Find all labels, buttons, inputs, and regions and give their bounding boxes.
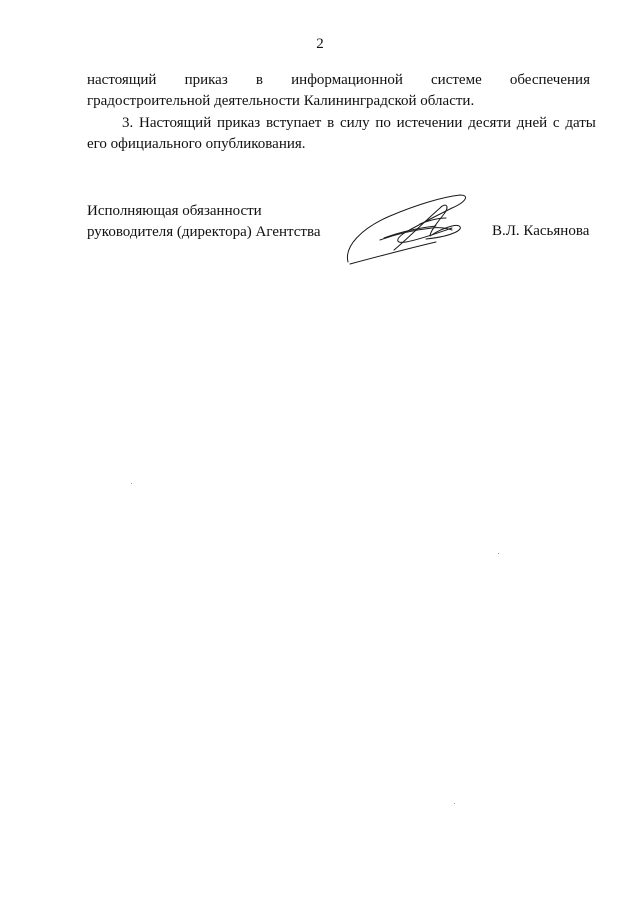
word: дней [516,115,548,131]
paragraph-3-line-1 [122,115,596,132]
word: информационной [291,72,403,88]
word: истечении [396,115,463,131]
body-line-2: градостроительной деятельности Калининградской области. [87,93,475,109]
word: с [552,115,560,131]
scan-speck [131,483,132,484]
word: системе [431,72,482,88]
word: 3. [122,115,134,131]
word: десяти [468,115,512,131]
position-line-1: Исполняющая обязанности [87,203,262,219]
page-number: 2 [316,36,324,52]
scan-speck [498,553,499,554]
paragraph-3-line-2: его официального опубликования. [87,136,306,152]
signer-name: В.Л. Касьянова [492,223,590,239]
signature-icon [340,188,470,266]
word: приказ [216,115,261,131]
signatory-position [87,201,321,243]
word: по [375,115,391,131]
word: силу [339,115,370,131]
word: обеспечения [509,72,590,88]
word: вступает [265,115,322,131]
word: Настоящий [139,115,212,131]
word: настоящий [87,72,157,88]
word: приказ [184,72,228,88]
word: в [255,72,263,88]
word: в [327,115,335,131]
body-line-1 [87,72,590,89]
position-line-2: руководителя (директора) Агентства [87,224,321,240]
scan-speck [454,803,455,804]
word: даты [565,115,596,131]
